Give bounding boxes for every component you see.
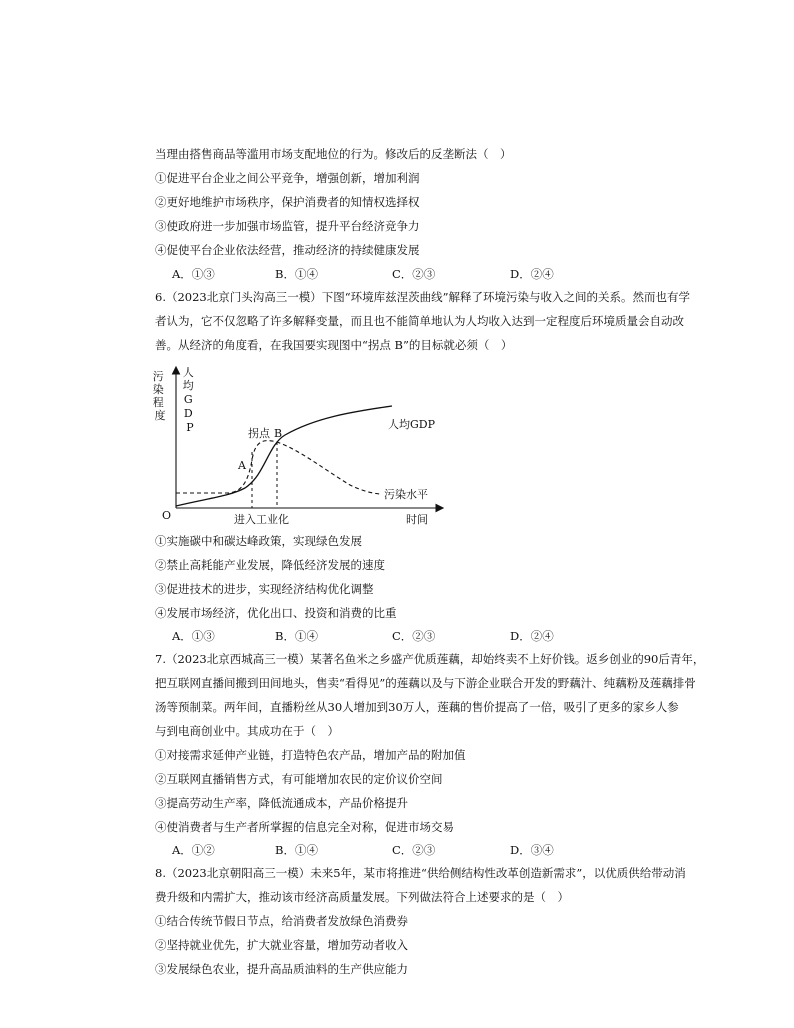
q6-option-a[interactable]: A．①③ [172, 629, 215, 643]
y-label-left-char-4: 度 [154, 409, 166, 422]
q6-option-c[interactable]: C．②③ [392, 629, 436, 643]
gdp-curve [176, 406, 392, 506]
y-label-right-char-1: 人 [182, 366, 194, 379]
y-label-left [153, 370, 168, 422]
q8-item-2: ②坚持就业优先，扩大就业容量，增加劳动者收入 [155, 938, 408, 952]
q6-stem-line-3: 善。从经济的角度看，在我国要实现图中“拐点 B”的目标就必须（ ） [155, 338, 513, 352]
q6-item-2: ②禁止高耗能产业发展，降低经济发展的速度 [155, 558, 385, 572]
q5-item-1: ①促进平台企业之间公平竞争，增强创新，增加利润 [155, 171, 420, 185]
q8-stem-line-1: 8.（2023北京朝阳高三一模）未来5年，某市将推进“供给侧结构性改革创造新需求”，以优质供给带动消 [155, 866, 686, 880]
industrialization-label: 进入工业化 [234, 513, 289, 526]
q7-stem-line-2: 把互联网直播间搬到田间地头，售卖“看得见”的莲藕以及与下游企业联合开发的野藕汁、纯藕粉及莲藕排骨 [155, 676, 696, 690]
q6-stem-line-1: 6.（2023北京门头沟高三一模）下图“环境库兹涅茨曲线”解释了环境污染与收入之间的关系。然而也有学 [155, 290, 690, 304]
turning-point-label: 拐点 [248, 427, 270, 440]
q5-item-4: ④促使平台企业依法经营，推动经济的持续健康发展 [155, 243, 420, 257]
q7-option-c[interactable]: C．②③ [392, 843, 436, 857]
q7-option-a[interactable]: A．①② [172, 843, 215, 857]
y-label-right-char-3: G [183, 393, 193, 406]
q7-option-b[interactable]: B．①④ [275, 843, 318, 857]
q5-option-b[interactable]: B．①④ [275, 267, 318, 281]
y-label-left-char-1: 污 [152, 370, 164, 383]
q5-stem: 当理由搭售商品等滥用市场支配地位的行为。修改后的反垄断法（ ） [155, 147, 512, 161]
q5-option-c[interactable]: C．②③ [392, 267, 436, 281]
q7-stem-line-3: 汤等预制菜。两年间，直播粉丝从30人增加到30万人，莲藕的售价提高了一倍，吸引了更多的家乡人参 [155, 700, 679, 714]
x-axis-label: 时间 [406, 513, 428, 526]
q5-option-d[interactable]: D．②④ [510, 267, 554, 281]
y-label-right-char-5: P [186, 421, 194, 434]
q7-item-3: ③提高劳动生产率，降低流通成本，产品价格提升 [155, 796, 408, 810]
q6-stem-line-2: 者认为，它不仅忽略了许多解释变量，而且也不能简单地认为人均收入达到一定程度后环境质量会自动改 [155, 314, 684, 328]
y-label-right-char-2: 均 [182, 379, 194, 392]
y-label-right-char-4: D [183, 407, 193, 420]
point-a-label: A [238, 459, 246, 472]
q6-item-3: ③促进技术的进步，实现经济结构优化调整 [155, 582, 374, 596]
y-label-left-char-3: 程 [152, 396, 164, 409]
q6-option-b[interactable]: B．①④ [275, 629, 318, 643]
q6-item-4: ④发展市场经济，优化出口、投资和消费的比重 [155, 606, 397, 620]
q8-item-3: ③发展绿色农业，提升高品质油料的生产供应能力 [155, 962, 408, 976]
series-gdp-label: 人均GDP [388, 418, 436, 431]
q6-option-d[interactable]: D．②④ [510, 629, 554, 643]
q5-item-3: ③使政府进一步加强市场监管，提升平台经济竞争力 [155, 219, 420, 233]
q5-item-2: ②更好地维护市场秩序，保护消费者的知情权选择权 [155, 195, 420, 209]
q7-item-4: ④使消费者与生产者所掌握的信息完全对称，促进市场交易 [155, 820, 454, 834]
pollution-curve [176, 441, 380, 494]
y-label-right [183, 366, 198, 434]
q7-item-1: ①对接需求延伸产业链，打造特色农产品，增加产品的附加值 [155, 748, 466, 762]
q7-stem-line-1: 7.（2023北京西城高三一模）某著名鱼米之乡盛产优质莲藕，却始终卖不上好价钱。返乡创业的90后青年， [155, 652, 705, 666]
kuznets-curve-chart [150, 360, 450, 530]
q8-stem-line-2: 费升级和内需扩大，推动该市经济高质量发展。下列做法符合上述要求的是（ ） [155, 890, 569, 904]
y-label-left-char-2: 染 [152, 383, 164, 396]
q6-item-1: ①实施碳中和碳达峰政策，实现绿色发展 [155, 534, 362, 548]
q7-item-2: ②互联网直播销售方式，有可能增加农民的定价议价空间 [155, 772, 443, 786]
q7-stem-line-4: 与到电商创业中。其成功在于（ ） [155, 724, 339, 738]
series-pollution-label: 污染水平 [384, 488, 428, 501]
origin-label: O [162, 509, 172, 522]
q8-item-1: ①结合传统节假日节点，给消费者发放绿色消费券 [155, 914, 408, 928]
q7-option-d[interactable]: D．③④ [510, 843, 554, 857]
point-b-label: B [274, 427, 283, 440]
q5-option-a[interactable]: A．①③ [172, 267, 215, 281]
